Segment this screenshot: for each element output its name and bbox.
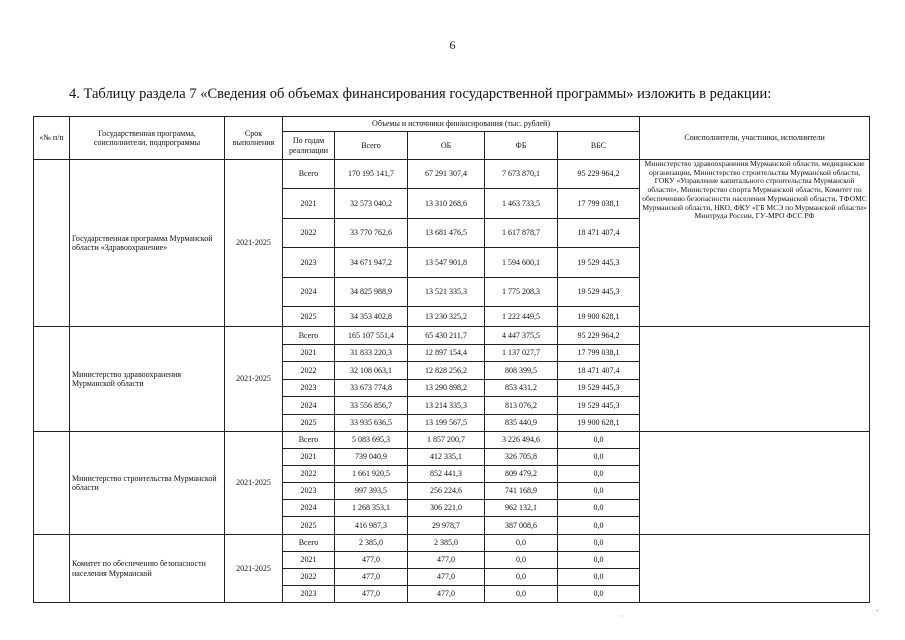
cell-year: 2023: [283, 586, 335, 603]
cell-year: Всего: [283, 432, 335, 449]
cell-vbs: 0,0: [558, 483, 640, 500]
cell-ob: 852 441,3: [408, 466, 485, 483]
cell-year: 2021: [283, 189, 335, 219]
cell-fb: 1 775 208,3: [485, 278, 558, 307]
cell-ob: 13 214 335,3: [408, 397, 485, 415]
cell-fb: 0,0: [485, 535, 558, 552]
cell-total: 2 385,0: [335, 535, 408, 552]
page-number: 6: [449, 38, 456, 52]
cell-vbs: 0,0: [558, 552, 640, 569]
cell-year: 2024: [283, 397, 335, 415]
cell-total: 477,0: [335, 586, 408, 603]
table-row: [34, 535, 870, 552]
cell-vbs: 17 799 038,1: [558, 345, 640, 362]
cell-fb: 387 008,6: [485, 517, 558, 535]
cell-fb: 1 222 449,5: [485, 307, 558, 327]
cell-fb: 1 594 600,1: [485, 248, 558, 278]
cell-ob: 13 681 476,5: [408, 219, 485, 248]
header-funding: Объемы и источники финансирования (тыс. рублей): [283, 117, 640, 132]
cell-ob: 29 978,7: [408, 517, 485, 535]
cell-term: 2021-2025: [225, 160, 283, 327]
cell-ob: 65 430 211,7: [408, 327, 485, 345]
cell-program: Государственная программа Мурманской области «Здравоохранение»: [70, 160, 225, 327]
cell-total: 32 573 040,2: [335, 189, 408, 219]
financing-table: [33, 116, 870, 603]
cell-year: 2022: [283, 466, 335, 483]
cell-vbs: 18 471 407,4: [558, 219, 640, 248]
cell-term: 2021-2025: [225, 535, 283, 603]
cell-vbs: 17 799 038,1: [558, 189, 640, 219]
cell-vbs: 0,0: [558, 586, 640, 603]
cell-ob: 13 290 898,2: [408, 380, 485, 397]
cell-fb: 0,0: [485, 569, 558, 586]
table-body: [34, 160, 870, 603]
cell-total: 33 556 856,7: [335, 397, 408, 415]
cell-vbs: 0,0: [558, 432, 640, 449]
cell-vbs: 18 471 407,4: [558, 362, 640, 380]
cell-fb: 809 479,2: [485, 466, 558, 483]
cell-term: 2021-2025: [225, 327, 283, 432]
cell-vbs: 95 229 964,2: [558, 160, 640, 189]
cell-year: 2021: [283, 449, 335, 466]
cell-vbs: 0,0: [558, 500, 640, 517]
cell-total: 739 040,9: [335, 449, 408, 466]
cell-fb: 853 431,2: [485, 380, 558, 397]
cell-year: 2021: [283, 345, 335, 362]
header-total: Всего: [335, 132, 408, 160]
cell-fb: 813 076,2: [485, 397, 558, 415]
cell-total: 31 833 220,3: [335, 345, 408, 362]
table-row: [34, 327, 870, 345]
cell-total: 33 673 774,8: [335, 380, 408, 397]
cell-num: [34, 535, 70, 603]
cell-vbs: 19 529 445,3: [558, 380, 640, 397]
cell-vbs: 19 900 628,1: [558, 415, 640, 432]
cell-vbs: 0,0: [558, 535, 640, 552]
cell-ob: 256 224,6: [408, 483, 485, 500]
cell-fb: 808 399,5: [485, 362, 558, 380]
cell-ob: 13 310 268,6: [408, 189, 485, 219]
scan-mark: ·: [620, 612, 623, 621]
cell-year: Всего: [283, 535, 335, 552]
cell-total: 1 268 353,1: [335, 500, 408, 517]
cell-program: Министерство здравоохранения Мурманской области: [70, 327, 225, 432]
cell-vbs: 0,0: [558, 517, 640, 535]
cell-total: 477,0: [335, 569, 408, 586]
header-coexec: Соисполнители, участники, исполнители: [640, 117, 870, 160]
cell-vbs: 19 529 445,3: [558, 397, 640, 415]
cell-ob: 412 335,1: [408, 449, 485, 466]
cell-term: 2021-2025: [225, 432, 283, 535]
cell-num: [34, 327, 70, 432]
cell-vbs: 19 529 445,3: [558, 248, 640, 278]
cell-year: 2022: [283, 219, 335, 248]
cell-total: 5 083 695,3: [335, 432, 408, 449]
cell-ob: 13 199 567,5: [408, 415, 485, 432]
cell-year: 2025: [283, 415, 335, 432]
cell-total: 34 825 988,9: [335, 278, 408, 307]
cell-year: 2022: [283, 362, 335, 380]
cell-vbs: 0,0: [558, 449, 640, 466]
cell-year: 2024: [283, 278, 335, 307]
cell-total: 34 353 402,8: [335, 307, 408, 327]
cell-fb: 3 226 494,6: [485, 432, 558, 449]
cell-fb: 0,0: [485, 586, 558, 603]
cell-year: 2024: [283, 500, 335, 517]
cell-fb: 741 168,9: [485, 483, 558, 500]
cell-year: 2025: [283, 517, 335, 535]
cell-total: 34 671 947,2: [335, 248, 408, 278]
cell-program: Комитет по обеспечению безопасности населения Мурманской: [70, 535, 225, 603]
cell-year: Всего: [283, 327, 335, 345]
cell-coexecutors: [640, 535, 870, 603]
cell-fb: 1 463 733,5: [485, 189, 558, 219]
header-fb: ФБ: [485, 132, 558, 160]
cell-total: 997 393,5: [335, 483, 408, 500]
cell-fb: 962 132,1: [485, 500, 558, 517]
cell-total: 33 935 636,5: [335, 415, 408, 432]
table-row: [34, 160, 870, 189]
cell-ob: 306 221,0: [408, 500, 485, 517]
cell-fb: 4 447 375,5: [485, 327, 558, 345]
header-vbs: ВБС: [558, 132, 640, 160]
cell-ob: 13 521 335,3: [408, 278, 485, 307]
cell-total: 170 195 141,7: [335, 160, 408, 189]
table-row: [34, 432, 870, 449]
cell-vbs: 19 900 628,1: [558, 307, 640, 327]
section-heading: 4. Таблицу раздела 7 «Сведения об объемах финансирования государственной программы» изложить в редакции:: [69, 86, 772, 102]
cell-vbs: 0,0: [558, 466, 640, 483]
cell-coexecutors: [640, 432, 870, 535]
cell-vbs: 95 229 964,2: [558, 327, 640, 345]
cell-program: Министерство строительства Мурманской области: [70, 432, 225, 535]
cell-year: 2022: [283, 569, 335, 586]
cell-year: 2025: [283, 307, 335, 327]
cell-year: 2023: [283, 380, 335, 397]
cell-vbs: 0,0: [558, 569, 640, 586]
cell-ob: 12 897 154,4: [408, 345, 485, 362]
cell-year: 2023: [283, 483, 335, 500]
header-ob: ОБ: [408, 132, 485, 160]
cell-fb: 7 673 870,1: [485, 160, 558, 189]
cell-ob: 13 230 325,2: [408, 307, 485, 327]
cell-ob: 2 385,0: [408, 535, 485, 552]
header-num: «№ п/п: [34, 117, 70, 160]
header-term: Срок выполнения: [225, 117, 283, 160]
cell-year: 2021: [283, 552, 335, 569]
cell-ob: 13 547 901,8: [408, 248, 485, 278]
scan-mark: -: [876, 606, 879, 615]
cell-vbs: 19 529 445,3: [558, 278, 640, 307]
cell-year: 2023: [283, 248, 335, 278]
cell-total: 32 108 063,1: [335, 362, 408, 380]
cell-ob: 12 828 256,2: [408, 362, 485, 380]
cell-ob: 477,0: [408, 569, 485, 586]
cell-coexecutors: Министерство здравоохранения Мурманской области, медицинские организации, Министерство строительства Мурманской области, ГОКУ «Управление капитального строительства Мурманской области», Министерство спорта Мурманской области, Комитет по обеспечению безопасности населения Мурманской области, ТФОМС Мурманской области, НКО, ФКУ «ГБ МСЭ по Мурманской области» Минтруда России, ГУ-МРО ФСС РФ: [640, 160, 870, 327]
cell-fb: 1 137 027,7: [485, 345, 558, 362]
cell-num: [34, 160, 70, 327]
cell-fb: 326 705,8: [485, 449, 558, 466]
cell-total: 33 770 762,6: [335, 219, 408, 248]
header-program: Государственная программа, соисполнители, подпрограммы: [70, 117, 225, 160]
cell-total: 1 661 920,5: [335, 466, 408, 483]
cell-fb: 835 440,9: [485, 415, 558, 432]
cell-ob: 477,0: [408, 552, 485, 569]
cell-year: Всего: [283, 160, 335, 189]
cell-ob: 1 857 200,7: [408, 432, 485, 449]
cell-fb: 0,0: [485, 552, 558, 569]
cell-ob: 67 291 307,4: [408, 160, 485, 189]
cell-total: 165 107 551,4: [335, 327, 408, 345]
cell-total: 416 987,3: [335, 517, 408, 535]
cell-fb: 1 617 878,7: [485, 219, 558, 248]
cell-num: [34, 432, 70, 535]
header-by-year: По годам реализации: [283, 132, 335, 160]
cell-ob: 477,0: [408, 586, 485, 603]
cell-coexecutors: [640, 327, 870, 432]
cell-total: 477,0: [335, 552, 408, 569]
